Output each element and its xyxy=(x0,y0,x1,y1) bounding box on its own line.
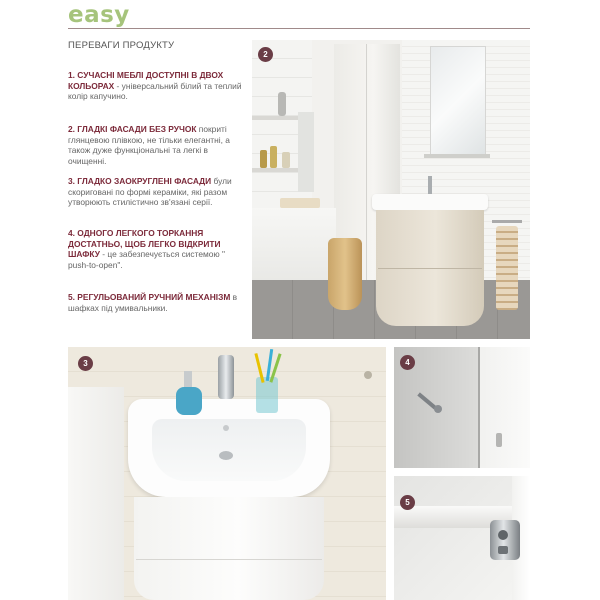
striped-towel xyxy=(496,226,518,310)
towel-bar xyxy=(492,220,522,223)
photo-hinge-mechanism xyxy=(394,476,530,600)
photo-washbasin-closeup xyxy=(68,347,386,600)
advantage-text: були скориговані по формі кераміки, які разом утворюють стилістично зв'язані серії. xyxy=(68,176,232,208)
advantage-heading: 2. ГЛАДКІ ФАСАДИ БЕЗ РУЧОК xyxy=(68,124,197,134)
advantage-item-1 xyxy=(68,70,244,102)
bottle xyxy=(260,150,267,168)
faucet xyxy=(428,176,432,194)
dispenser-pump xyxy=(184,371,192,387)
bottle xyxy=(282,152,290,168)
cabinet-door xyxy=(478,347,530,468)
drawer-seam xyxy=(378,268,482,269)
advantage-heading: 3. ГЛАДКО ЗАОКРУГЛЕНІ ФАСАДИ xyxy=(68,176,212,186)
drawer-seam xyxy=(136,559,322,560)
brand-logo: easy xyxy=(68,2,130,28)
advantage-heading: 1. СУЧАСНІ МЕБЛІ ДОСТУПНІ В ДВОХ КОЛЬОРАХ xyxy=(68,70,224,91)
photo-bathroom-overview xyxy=(252,40,530,339)
tall-cabinet-edge xyxy=(68,387,124,600)
advantage-heading: 4. ОДНОГО ЛЕГКОГО ТОРКАННЯ ДОСТАТНЬО, ЩОБ ЛЕГКО ВІДКРИТИ ШАФКУ xyxy=(68,228,221,260)
photo-badge-5: 5 xyxy=(400,495,415,510)
header-divider xyxy=(68,28,530,29)
hinge xyxy=(490,520,520,560)
hinge-adjuster xyxy=(498,546,508,554)
wall-mirror xyxy=(430,46,486,156)
wooden-stool xyxy=(328,238,362,310)
section-title: ПЕРЕВАГИ ПРОДУКТУ xyxy=(68,40,175,51)
bottle xyxy=(270,146,277,168)
door-edge xyxy=(478,347,480,468)
bathtub xyxy=(252,208,336,280)
photo-badge-2: 2 xyxy=(258,47,273,62)
vase xyxy=(278,92,286,116)
toothbrush-cup xyxy=(256,377,278,413)
vanity-cabinet xyxy=(134,497,324,600)
advantage-text: покриті глянцевою плівкою, не тільки елегантні, а також дуже функціональні та легкі в очищенні. xyxy=(68,124,230,166)
basin-bowl xyxy=(152,419,306,481)
wall-niche xyxy=(298,112,314,192)
faucet xyxy=(218,355,234,399)
washbasin-top xyxy=(372,194,488,210)
photo-badge-3: 3 xyxy=(78,356,93,371)
advantage-text: - це забезпечується системою " push-to-open". xyxy=(68,249,226,270)
drain xyxy=(219,451,233,460)
advantage-item-5 xyxy=(68,292,244,313)
cabinet-seam xyxy=(366,44,367,280)
advantage-text: - універсальний білий та теплий колір капучино. xyxy=(68,80,242,102)
latch-pin xyxy=(434,405,442,413)
soap-dispenser xyxy=(176,387,202,415)
advantage-item-4 xyxy=(68,228,244,270)
advantage-text: в шафках під умивальники. xyxy=(68,292,238,313)
advantage-item-2 xyxy=(68,124,244,166)
door-bumper xyxy=(496,433,502,447)
wall-hook xyxy=(364,371,372,379)
photo-badge-4: 4 xyxy=(400,355,415,370)
photo-push-to-open xyxy=(394,347,530,468)
hinge-screw xyxy=(498,530,508,540)
advantage-heading: 5. РЕГУЛЬОВАНИЙ РУЧНИЙ МЕХАНІЗМ xyxy=(68,292,231,302)
folded-towel xyxy=(280,198,320,208)
advantage-item-3 xyxy=(68,176,244,208)
overflow-hole xyxy=(223,425,229,431)
mirror-shelf xyxy=(424,154,490,158)
